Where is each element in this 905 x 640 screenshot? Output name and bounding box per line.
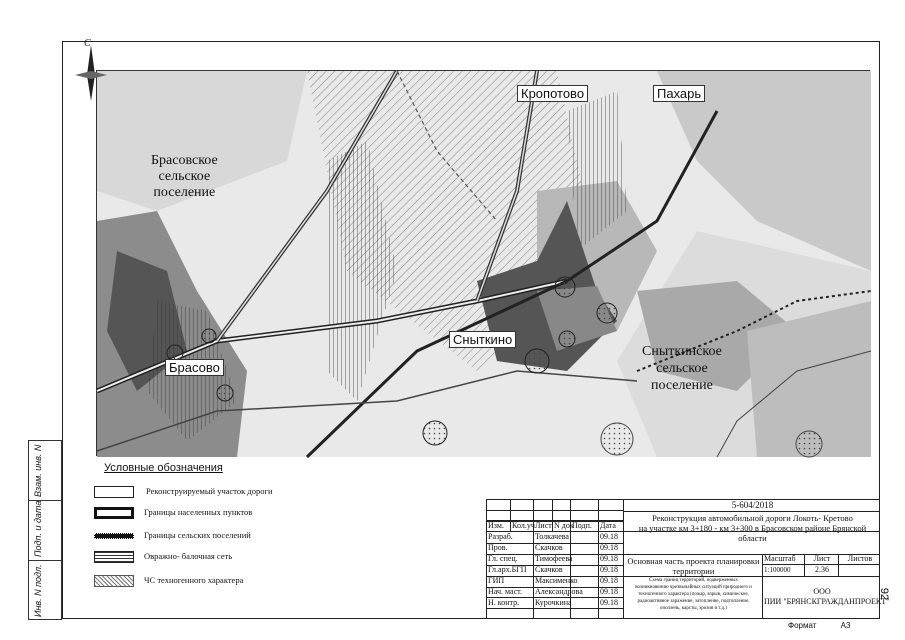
staff-date: 09.18 [600, 565, 618, 574]
staff-name: Александрова [535, 587, 583, 596]
page-number: 92 [878, 587, 891, 601]
sheet-header: Лист [813, 554, 831, 563]
project-title: Реконструкция автомобильной дороги Локоть- Кретово на участке км 3+180 - км 3+300 в Брасовском районе Брянской области [638, 513, 867, 543]
scale-value: 1:100000 [764, 566, 791, 574]
scale-header: Масштаб [764, 554, 796, 563]
staff-role: Нач. маст. [488, 587, 523, 596]
staff-name: Скачков [535, 543, 563, 552]
staff-role: Гл.арх.БГП [488, 565, 527, 574]
staff-name: Максименко [535, 576, 578, 585]
staff-role: ГИП [488, 576, 505, 585]
rural-border-icon [94, 533, 134, 539]
staff-name: Скачков [535, 565, 563, 574]
staff-name: Тимофеева [535, 554, 573, 563]
road-section-icon [94, 486, 134, 498]
staff-name: Курочкина [535, 598, 572, 607]
header-list: Лист [535, 521, 552, 530]
section-title: Основная часть проекта планировки территории [627, 556, 760, 576]
sheets-header: Листов [847, 554, 873, 563]
doc-code: 5-604/2018 [731, 500, 774, 510]
format-label: Формат А3 [788, 621, 851, 630]
staff-date: 09.18 [600, 576, 618, 585]
organization: ООО ПИИ "БРЯНСКГРАЖДАНПРОЕКТ" [764, 587, 890, 606]
snytkino-label: Сныткино [449, 331, 516, 348]
brasovo-label: Брасово [165, 359, 224, 376]
staff-date: 09.18 [600, 554, 618, 563]
map-area [96, 70, 870, 456]
pakhar-label: Пахарь [653, 85, 705, 102]
header-date: Дата [600, 521, 616, 530]
map-svg [97, 71, 871, 457]
staff-role: Пров. [488, 543, 508, 552]
header-izm: Изм. [488, 521, 504, 530]
staff-name: Толкачева [535, 532, 569, 541]
side-field-replace: Взам. инв. N [29, 441, 62, 501]
kropotovo-label: Кропотово [517, 85, 588, 102]
ravine-network-icon [94, 551, 134, 563]
tech-emergency-icon [94, 575, 134, 587]
staff-role: Разраб. [488, 532, 513, 541]
north-letter: С [84, 38, 91, 49]
side-field-sign: Подп. и дата [29, 501, 62, 561]
staff-role: Гл. спец. [488, 554, 518, 563]
drawing-title: Схема границ территорий, подверженных возникновению чрезвычайных ситуаций природного и техногенного характера (пожар, взрыв, химическое, радиоактивное заражение, затопление, подтопление, оползень, карсты, эрозия и т.д.) [635, 578, 752, 611]
header-ndok: N док [554, 521, 574, 530]
side-stamp [28, 440, 62, 620]
staff-date: 09.18 [600, 532, 618, 541]
side-field-inv: Инв. N подл. [33, 564, 43, 617]
header-podp: Подп. [572, 521, 592, 530]
staff-date: 09.18 [600, 598, 618, 607]
north-arrow-icon [71, 35, 111, 107]
snytkinskoe-label: Сныткинское сельское поселение [642, 344, 722, 393]
staff-date: 09.18 [600, 543, 618, 552]
brasovskoe-label: Брасовское сельское поселение [151, 153, 218, 200]
staff-role: Н. контр. [488, 598, 520, 607]
header-kol: Кол.уч [512, 521, 535, 530]
legend-title: Условные обозначения [104, 462, 223, 474]
staff-date: 09.18 [600, 587, 618, 596]
settlement-border-icon [94, 507, 134, 519]
sheet-value: 2.36 [815, 565, 829, 574]
